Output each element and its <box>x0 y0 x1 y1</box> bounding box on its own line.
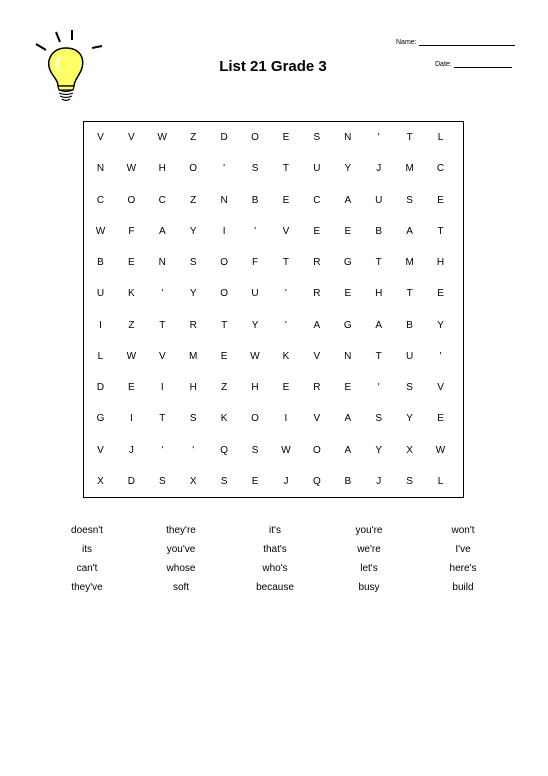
word-list-item: won't <box>451 525 475 536</box>
grid-cell[interactable]: Y <box>189 225 197 237</box>
grid-cell[interactable]: S <box>158 475 166 487</box>
grid-cell[interactable]: O <box>312 444 321 456</box>
grid-cell[interactable]: N <box>220 194 228 206</box>
grid-cell[interactable]: B <box>406 319 413 331</box>
grid-cell[interactable]: F <box>128 225 135 237</box>
grid-cell[interactable]: J <box>128 444 134 456</box>
grid-cell[interactable]: S <box>189 257 197 269</box>
grid-cell[interactable]: T <box>406 288 413 300</box>
grid-cell[interactable]: O <box>220 288 228 300</box>
grid-cell[interactable]: ' <box>377 382 380 394</box>
grid-cell[interactable]: E <box>344 382 352 394</box>
grid-cell[interactable]: H <box>189 382 197 394</box>
grid-cell[interactable]: J <box>376 163 382 175</box>
grid-cell[interactable]: U <box>313 163 321 175</box>
grid-cell[interactable]: K <box>282 350 290 362</box>
grid-cell[interactable]: V <box>128 132 135 144</box>
grid-cell[interactable]: B <box>344 475 352 487</box>
grid-cell[interactable]: W <box>281 444 291 456</box>
word-list-item: you've <box>166 544 196 555</box>
grid-cell[interactable]: A <box>158 225 166 237</box>
grid-cell[interactable]: N <box>96 163 105 175</box>
grid-cell[interactable]: S <box>313 132 321 144</box>
grid-cell[interactable]: E <box>220 350 228 362</box>
grid-cell[interactable]: O <box>251 413 259 425</box>
word-list-item: because <box>256 582 294 593</box>
grid-cell[interactable]: G <box>343 257 352 269</box>
grid-cell[interactable]: N <box>344 132 352 144</box>
grid-cell[interactable]: T <box>375 257 382 269</box>
word-list <box>40 522 510 596</box>
grid-cell[interactable]: T <box>159 413 166 425</box>
grid-cell[interactable]: X <box>406 444 413 456</box>
lightbulb-icon <box>30 28 106 104</box>
page-title: List 21 Grade 3 <box>219 58 327 75</box>
grid-cell[interactable]: ' <box>254 225 256 237</box>
grid-cell[interactable]: W <box>126 163 137 175</box>
grid-cell[interactable]: I <box>99 319 102 331</box>
grid-cell[interactable]: M <box>405 257 414 269</box>
grid-cell[interactable]: Z <box>190 194 197 206</box>
grid-cell[interactable]: A <box>313 319 321 331</box>
grid-cell[interactable]: R <box>189 319 197 331</box>
grid-cell[interactable]: T <box>282 163 289 175</box>
grid-cell[interactable]: ' <box>161 444 164 456</box>
grid-cell[interactable]: H <box>436 257 445 269</box>
grid-cell[interactable]: E <box>313 225 321 237</box>
grid-cell[interactable]: V <box>158 350 166 362</box>
grid-cell[interactable]: Y <box>437 319 444 331</box>
grid-cell[interactable]: A <box>344 194 352 206</box>
grid-cell[interactable]: N <box>158 257 166 269</box>
grid-cell[interactable]: E <box>437 194 444 206</box>
grid-cell[interactable]: H <box>251 382 259 394</box>
grid-cell[interactable]: Z <box>128 319 135 331</box>
grid-cell[interactable]: E <box>282 194 290 206</box>
grid-cell[interactable]: T <box>406 132 413 144</box>
word-list-item: I've <box>455 544 471 555</box>
grid-cell[interactable]: J <box>376 475 382 487</box>
grid-cell[interactable]: C <box>313 194 321 206</box>
grid-cell[interactable]: W <box>435 444 446 456</box>
word-list-item: doesn't <box>71 525 103 536</box>
grid-cell[interactable]: N <box>344 350 352 362</box>
grid-cell[interactable]: D <box>127 475 135 487</box>
grid-cell[interactable]: G <box>96 413 105 425</box>
date-label: Date: <box>435 61 452 68</box>
grid-cell[interactable]: S <box>251 163 259 175</box>
grid-cell[interactable]: Q <box>312 475 321 487</box>
grid-cell[interactable]: E <box>251 475 259 487</box>
grid-cell[interactable]: ' <box>377 132 380 144</box>
grid-cell[interactable]: I <box>160 382 164 394</box>
word-list-item: we're <box>357 544 381 555</box>
word-list-item: who's <box>262 563 288 574</box>
grid-cell[interactable]: S <box>189 413 197 425</box>
word-list-item: let's <box>360 563 378 574</box>
grid-cell[interactable]: S <box>406 475 413 487</box>
grid-cell[interactable]: V <box>97 444 104 456</box>
grid-cell[interactable]: U <box>96 288 105 300</box>
grid-cell[interactable]: T <box>375 350 382 362</box>
grid-cell[interactable]: O <box>127 194 136 206</box>
grid-cell[interactable]: E <box>344 288 352 300</box>
grid-cell[interactable]: E <box>282 382 290 394</box>
word-list-item: can't <box>76 563 98 574</box>
word-list-item: they've <box>71 582 103 593</box>
grid-cell[interactable]: I <box>129 413 133 425</box>
grid-cell[interactable]: B <box>251 194 259 206</box>
grid-cell[interactable]: Z <box>221 382 228 394</box>
grid-cell[interactable]: W <box>95 225 106 237</box>
grid-cell[interactable]: S <box>375 413 383 425</box>
grid-cell[interactable]: C <box>96 194 105 206</box>
name-line[interactable] <box>419 38 515 46</box>
grid-cell[interactable]: ' <box>223 163 226 175</box>
word-list-item: it's <box>269 525 281 536</box>
grid-cell[interactable]: D <box>96 382 105 394</box>
grid-cell[interactable]: ' <box>284 319 287 331</box>
grid-cell[interactable]: V <box>437 382 444 394</box>
grid-cell[interactable]: L <box>437 132 444 144</box>
grid-cell[interactable]: O <box>189 163 198 175</box>
grid-cell[interactable]: L <box>437 475 444 487</box>
grid-cell[interactable]: V <box>97 132 104 144</box>
grid-cell[interactable]: O <box>251 132 259 144</box>
grid-cell[interactable]: T <box>159 319 166 331</box>
grid-cell[interactable]: E <box>344 225 352 237</box>
grid-cell[interactable]: A <box>344 444 352 456</box>
grid-cell[interactable]: D <box>220 132 228 144</box>
grid-cell[interactable]: ' <box>439 350 442 362</box>
grid-cell[interactable]: E <box>128 257 135 269</box>
word-list-item: its <box>82 544 92 555</box>
grid-cell[interactable]: X <box>97 475 104 487</box>
grid-cell[interactable]: S <box>406 382 413 394</box>
grid-cell[interactable]: T <box>437 225 444 237</box>
grid-cell[interactable]: V <box>313 413 321 425</box>
name-field[interactable] <box>396 38 515 46</box>
word-list-item: you're <box>355 525 383 536</box>
word-list-item: busy <box>358 582 380 593</box>
grid-cell[interactable]: U <box>406 350 414 362</box>
word-list-item: whose <box>166 563 196 574</box>
grid-cell[interactable]: Q <box>220 444 228 456</box>
word-list-item: build <box>452 582 474 593</box>
grid-cell[interactable]: H <box>158 163 166 175</box>
date-line[interactable] <box>454 60 512 68</box>
word-list-item: soft <box>172 582 190 593</box>
grid-cell[interactable]: Y <box>406 413 413 425</box>
grid-cell[interactable]: E <box>437 413 444 425</box>
word-list-item: here's <box>449 563 477 574</box>
grid-cell[interactable]: R <box>313 288 321 300</box>
grid-cell[interactable]: V <box>282 225 290 237</box>
grid-cell[interactable]: Y <box>375 444 383 456</box>
grid-cell[interactable]: C <box>158 194 166 206</box>
grid-cell[interactable]: T <box>282 257 289 269</box>
grid-cell[interactable]: C <box>436 163 445 175</box>
grid-cell[interactable]: J <box>283 475 289 487</box>
grid-cell[interactable]: K <box>220 413 228 425</box>
grid-cell[interactable]: ' <box>192 444 195 456</box>
word-list-item: they're <box>166 525 196 536</box>
grid-cell[interactable]: E <box>437 288 444 300</box>
grid-cell[interactable]: T <box>221 319 228 331</box>
name-label: Name: <box>396 39 417 46</box>
grid-cell[interactable]: A <box>375 319 383 331</box>
grid-cell[interactable]: W <box>157 132 167 144</box>
grid-cell[interactable]: E <box>128 382 135 394</box>
grid-cell[interactable]: B <box>375 225 383 237</box>
grid-cell[interactable]: H <box>375 288 383 300</box>
grid-cell[interactable]: S <box>220 475 228 487</box>
grid-cell[interactable]: K <box>128 288 135 300</box>
grid-cell[interactable]: X <box>189 475 197 487</box>
grid-cell[interactable]: Y <box>189 288 197 300</box>
grid-cell[interactable]: R <box>313 257 321 269</box>
word-list-item: that's <box>263 544 287 555</box>
grid-cell[interactable]: Z <box>190 132 197 144</box>
grid-cell[interactable]: U <box>375 194 383 206</box>
grid-cell[interactable]: I <box>284 413 288 425</box>
grid-cell[interactable]: V <box>313 350 321 362</box>
grid-cell[interactable]: S <box>406 194 413 206</box>
grid-cell[interactable]: R <box>313 382 321 394</box>
grid-cell[interactable]: U <box>251 288 259 300</box>
grid-cell[interactable]: W <box>126 350 137 362</box>
grid-cell[interactable]: I <box>222 225 226 237</box>
grid-cell[interactable]: G <box>343 319 352 331</box>
grid-cell[interactable]: Y <box>251 319 259 331</box>
grid-cell[interactable]: A <box>344 413 352 425</box>
grid-cell[interactable]: S <box>251 444 259 456</box>
grid-cell[interactable]: B <box>97 257 104 269</box>
grid-cell[interactable]: L <box>97 350 104 362</box>
grid-cell[interactable]: M <box>189 350 198 362</box>
grid-cell[interactable]: M <box>405 163 414 175</box>
grid-cell[interactable]: Y <box>344 163 352 175</box>
grid-cell[interactable]: E <box>282 132 290 144</box>
grid-cell[interactable]: F <box>251 257 259 269</box>
grid-cell[interactable]: O <box>220 257 228 269</box>
grid-cell[interactable]: A <box>406 225 413 237</box>
grid-cell[interactable]: W <box>250 350 260 362</box>
grid-cell[interactable]: ' <box>161 288 164 300</box>
word-search-grid <box>83 121 464 498</box>
date-field[interactable] <box>435 60 512 68</box>
grid-cell[interactable]: ' <box>284 288 287 300</box>
